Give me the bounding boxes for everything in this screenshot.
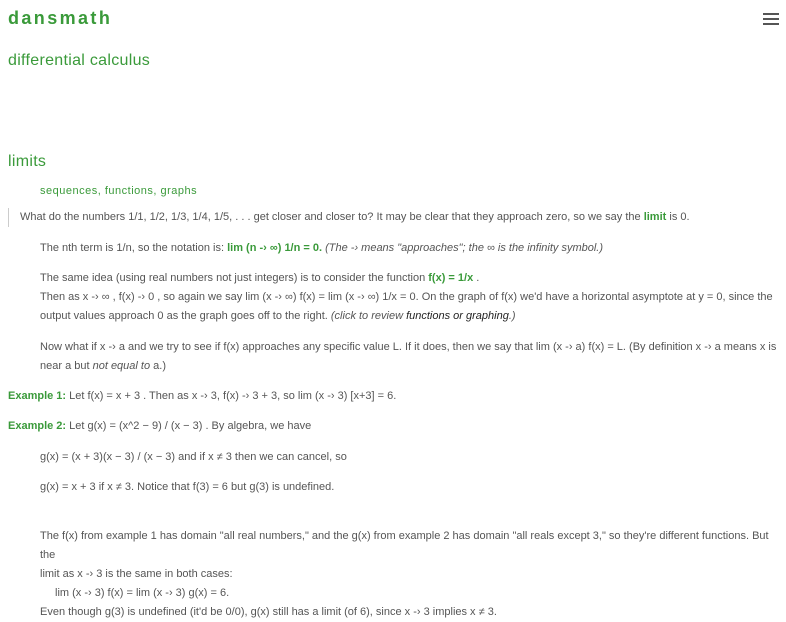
link-graphs[interactable]: graphs [160,185,198,197]
comparison-text: The f(x) from example 1 has domain "all real numbers," and the g(x) from example 2 has domain "all reals except 3," so they're different functions. But the [40,530,769,561]
nth-term-paragraph [40,239,780,258]
example-1-label: Example 1: [8,390,67,402]
site-logo[interactable]: dansmath [8,8,113,28]
now-what-text-2: near a but [40,360,93,372]
example-2 [8,417,778,436]
review-text-end: .) [508,310,516,322]
asymptote-text-2: output values approach 0 as the graph goes off to the right. [40,310,331,322]
link-separator: , [97,185,105,197]
page-title: differential calculus [8,52,151,69]
same-idea-text: The same idea (using real numbers not just integers) is to consider the function [40,272,429,284]
intro-text-end: is 0. [666,211,690,223]
comparison-text-4: Even though g(3) is undefined (it'd be 0/0), g(x) still has a limit (of 6), since x -› 3 implies x ≠ 3. [40,606,497,618]
now-what-text-end: a.) [150,360,166,372]
not-equal-emphasis: not equal to [92,360,151,372]
limit-equation: lim (x -› 3) f(x) = lim (x -› 3) g(x) = 6. [55,587,230,599]
nth-text: The nth term is 1/n, so the notation is: [40,242,228,254]
review-text: (click to review [330,310,407,322]
review-link[interactable]: functions or graphing [406,310,509,322]
example-2-step-2: g(x) = x + 3 if x ≠ 3. Notice that f(3) = 6 but g(3) is undefined. [40,481,335,493]
example-1-text: Let f(x) = x + 3 . Then as x -› 3, f(x) -› 3 + 3, so lim (x -› 3) [x+3] = 6. [66,390,397,402]
now-what-paragraph [40,338,785,376]
example-2-text: Let g(x) = (x^2 − 9) / (x − 3) . By algebra, we have [66,420,312,432]
asymptote-text: Then as x -› ∞ , f(x) -› 0 , so again we say lim (x -› ∞) f(x) = lim (x -› ∞) 1/x = 0. On the graph of f(x) we'd have a horizontal asymptote at y = 0, since the [40,291,773,303]
intro-paragraph [8,208,780,227]
link-separator: , [153,185,161,197]
topic-links [40,185,197,197]
section-title: limits [8,153,47,170]
link-functions[interactable]: functions [104,185,154,197]
hamburger-menu-icon[interactable] [763,13,779,25]
link-sequences[interactable]: sequences [40,185,98,197]
example-2-label: Example 2: [8,420,67,432]
limit-term: limit [643,211,667,223]
example-1 [8,387,778,406]
function-formula: f(x) = 1/x [428,272,474,284]
notation-note: (The -› means "approaches"; the ∞ is the infinity symbol.) [322,242,604,254]
comparison-paragraph [40,527,785,622]
comparison-text-2: limit as x -› 3 is the same in both cases: [40,568,233,580]
limit-notation: lim (n -› ∞) 1/n = 0. [227,242,323,254]
same-idea-text-end: . [473,272,480,284]
intro-text: What do the numbers 1/1, 1/2, 1/3, 1/4, 1/5, . . . get closer and closer to? It may be clear that they approach zero, so we say the [20,211,644,223]
same-idea-paragraph [40,269,785,326]
example-2-step-1: g(x) = (x + 3)(x − 3) / (x − 3) and if x ≠ 3 then we can cancel, so [40,451,347,463]
now-what-text: Now what if x -› a and we try to see if f(x) approaches any specific value L. If it does, then we say that lim (x -› a) f(x) = L. (By definition x -› a means x is [40,341,777,353]
